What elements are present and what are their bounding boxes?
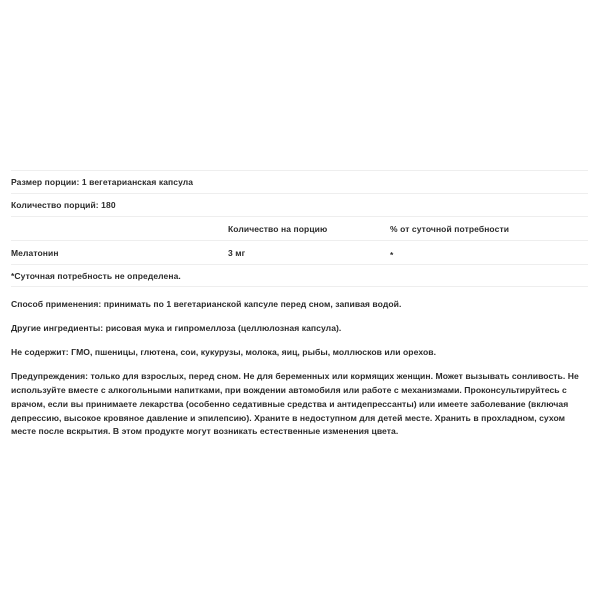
table-row-servings-per-container: [11, 194, 588, 217]
serving-size-text: Размер порции: 1 вегетарианская капсула: [11, 177, 194, 187]
warnings-paragraph: Предупреждения: только для взрослых, перед сном. Не для беременных или кормящих женщин. Может вызывать сонливость. Не используйте вместе с алкогольными напитками, при вождении автомобиля или работе с механизмами. Проконсультируйтесь с врачом, если вы принимаете лекарства (особенно седативные средства и антидепрессанты) или имеете заболевание (включая депрессию, высокое кровяное давление и эпилепсию). Храните в недоступном для детей месте. Хранить в прохладном, сухом месте после вскрытия. В этом продукте могут возникать естественные изменения цвета.: [11, 370, 579, 437]
daily-value-asterisk: *: [390, 249, 394, 260]
servings-per-container-text: Количество порций: 180: [11, 200, 116, 210]
table-row: [11, 241, 588, 265]
nutrient-daily-value: [390, 241, 588, 265]
nutrient-amount: 3 мг: [228, 247, 246, 258]
column-header-name: [11, 217, 228, 241]
directions-paragraph: Способ применения: принимать по 1 вегетарианской капсуле перед сном, запивая водой.: [11, 299, 402, 309]
column-header-percent-daily-value: % от суточной потребности: [390, 223, 510, 234]
supplement-facts-table: [11, 170, 588, 287]
label-body-copy: [0, 287, 600, 439]
other-ingredients-paragraph: Другие ингредиенты: рисовая мука и гипромеллоза (целлюлозная капсула).: [11, 322, 342, 333]
table-row-column-headers: [11, 217, 588, 241]
daily-value-footnote: *Суточная потребность не определена.: [11, 270, 181, 281]
nutrient-name: Мелатонин: [11, 247, 59, 258]
table-row-footnote: [11, 265, 588, 287]
free-from-paragraph: Не содержит: ГМО, пшеницы, глютена, сои, кукурузы, молока, яиц, рыбы, моллюсков или орехов.: [11, 346, 437, 357]
column-header-amount-per-serving: Количество на порцию: [228, 223, 328, 234]
table-row-serving-size: [11, 171, 588, 194]
top-spacer: [0, 0, 600, 170]
